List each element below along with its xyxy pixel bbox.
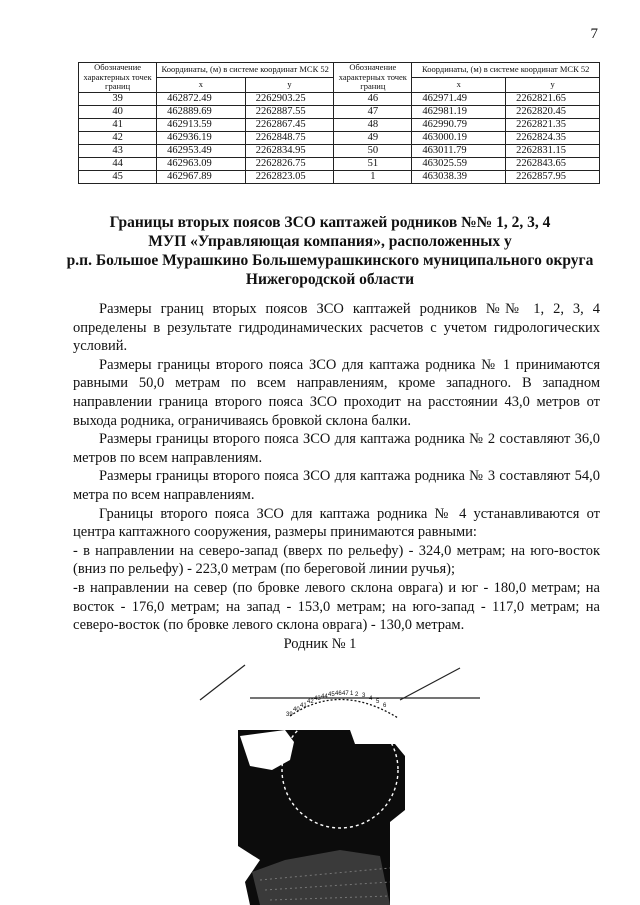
figure-caption: Родник № 1	[283, 636, 357, 652]
y-value: 2262824.35	[506, 131, 600, 144]
coordinates-table	[78, 62, 600, 184]
section-heading	[60, 213, 600, 289]
x-value: 462990.79	[412, 118, 506, 131]
point-number: 46	[334, 92, 412, 105]
point-label: 5	[376, 699, 380, 705]
paragraph: Размеры границ вторых поясов ЗСО каптажей родников №№ 1, 2, 3, 4 определены в результате гидродинамических расчетов с учетом гидрологических условий.	[73, 301, 600, 355]
point-label-header: Обозначение характерных точек границ	[79, 63, 157, 93]
x-value: 462971.49	[412, 92, 506, 105]
table-header-row	[79, 63, 600, 78]
x-value: 462872.49	[157, 92, 246, 105]
y-value: 2262823.05	[245, 170, 334, 183]
point-number: 1	[334, 170, 412, 183]
paragraph: Границы второго пояса ЗСО для каптажа родника № 4 устанавливаются от центра каптажного сооружения, размеры принимаются равными:	[73, 505, 600, 541]
y-value: 2262903.25	[245, 92, 334, 105]
x-header: x	[412, 77, 506, 92]
point-label: 44	[321, 694, 328, 700]
x-value: 462889.69	[157, 105, 246, 118]
y-header: y	[245, 77, 334, 92]
road-line	[400, 668, 460, 700]
point-label: 4	[369, 696, 373, 702]
y-value: 2262887.55	[245, 105, 334, 118]
paragraph: Размеры границы второго пояса ЗСО для каптажа родника № 3 составляют 54,0 метра по всем направлениям.	[73, 468, 600, 503]
point-label: 40	[293, 707, 300, 713]
point-label: 2	[355, 692, 359, 698]
x-value: 463000.19	[412, 131, 506, 144]
point-label: 41	[300, 703, 307, 709]
point-label: 39	[286, 712, 293, 718]
point-number: 48	[334, 118, 412, 131]
paragraph: Размеры границы второго пояса ЗСО для каптажа родника № 2 составляют 36,0 метров по всем направлениям.	[73, 431, 600, 466]
point-number: 41	[79, 118, 157, 131]
heading-line: Границы вторых поясов ЗСО каптажей родников №№ 1, 2, 3, 4	[109, 214, 551, 231]
y-value: 2262857.95	[506, 170, 600, 183]
point-number: 39	[79, 92, 157, 105]
y-value: 2262821.35	[506, 118, 600, 131]
y-value: 2262843.65	[506, 157, 600, 170]
spring-map-figure	[190, 660, 490, 905]
point-label: 47	[342, 691, 349, 697]
point-label: 3	[362, 693, 366, 699]
point-number: 44	[79, 157, 157, 170]
x-value: 462913.59	[157, 118, 246, 131]
y-header: y	[506, 77, 600, 92]
x-value: 462936.19	[157, 131, 246, 144]
x-value: 463025.59	[412, 157, 506, 170]
point-number: 42	[79, 131, 157, 144]
point-label: 45	[328, 692, 335, 698]
coords-header: Координаты, (м) в системе координат МСК 52	[157, 63, 334, 78]
road-line	[200, 665, 245, 700]
point-number: 50	[334, 144, 412, 157]
paragraph: Размеры границы второго пояса ЗСО для каптажа родника № 1 принимаются равными 50,0 метрам по всем направлениям, кроме западного. В западном направлении граница второго пояса ЗСО проходит на расстоянии 43,0 метров от выхода родника, ограничиваясь бровкой склона балки.	[73, 356, 600, 429]
y-value: 2262821.65	[506, 92, 600, 105]
table-row	[79, 131, 600, 144]
x-header: x	[157, 77, 246, 92]
point-number: 47	[334, 105, 412, 118]
point-label: 46	[335, 691, 342, 697]
y-value: 2262820.45	[506, 105, 600, 118]
x-value: 462963.09	[157, 157, 246, 170]
y-value: 2262826.75	[245, 157, 334, 170]
table-row	[79, 144, 600, 157]
paragraph: -в направлении на север (по бровке левого склона оврага) и юг - 180,0 метрам; на восток - 176,0 метрам; на запад - 153,0 метрам; на юго-запад - 117,0 метрам; на северо-восток (по бровке левого склона оврага) - 130,0 метрам.	[73, 579, 600, 634]
table-row	[79, 92, 600, 105]
paragraph: - в направлении на северо-запад (вверх по рельефу) - 324,0 метрам; на юго-восток (вниз по рельефу) - 223,0 метрам (по береговой линии ручья);	[73, 542, 600, 578]
x-value: 463011.79	[412, 144, 506, 157]
heading-line: МУП «Управляющая компания», расположенных у	[148, 233, 512, 250]
y-value: 2262848.75	[245, 131, 334, 144]
x-value: 462953.49	[157, 144, 246, 157]
point-number: 49	[334, 131, 412, 144]
table-row	[79, 105, 600, 118]
point-label: 42	[307, 699, 314, 705]
x-value: 462967.89	[157, 170, 246, 183]
point-label: 6	[383, 703, 387, 709]
point-number: 45	[79, 170, 157, 183]
y-value: 2262867.45	[245, 118, 334, 131]
point-label: 1	[350, 691, 354, 697]
table-row	[79, 170, 600, 183]
table-row	[79, 157, 600, 170]
x-value: 462981.19	[412, 105, 506, 118]
page-number: 7	[590, 26, 598, 42]
coords-header: Координаты, (м) в системе координат МСК 52	[412, 63, 600, 78]
table-row	[79, 118, 600, 131]
point-label: 43	[314, 696, 321, 702]
point-number: 40	[79, 105, 157, 118]
point-number: 51	[334, 157, 412, 170]
point-label-header: Обозначение характерных точек границ	[334, 63, 412, 93]
point-number: 43	[79, 144, 157, 157]
y-value: 2262834.95	[245, 144, 334, 157]
x-value: 463038.39	[412, 170, 506, 183]
heading-line: Нижегородской области	[245, 271, 415, 288]
y-value: 2262831.15	[506, 144, 600, 157]
heading-line: р.п. Большое Мурашкино Большемурашкинского муниципального округа	[66, 252, 594, 269]
body-text	[73, 300, 600, 635]
